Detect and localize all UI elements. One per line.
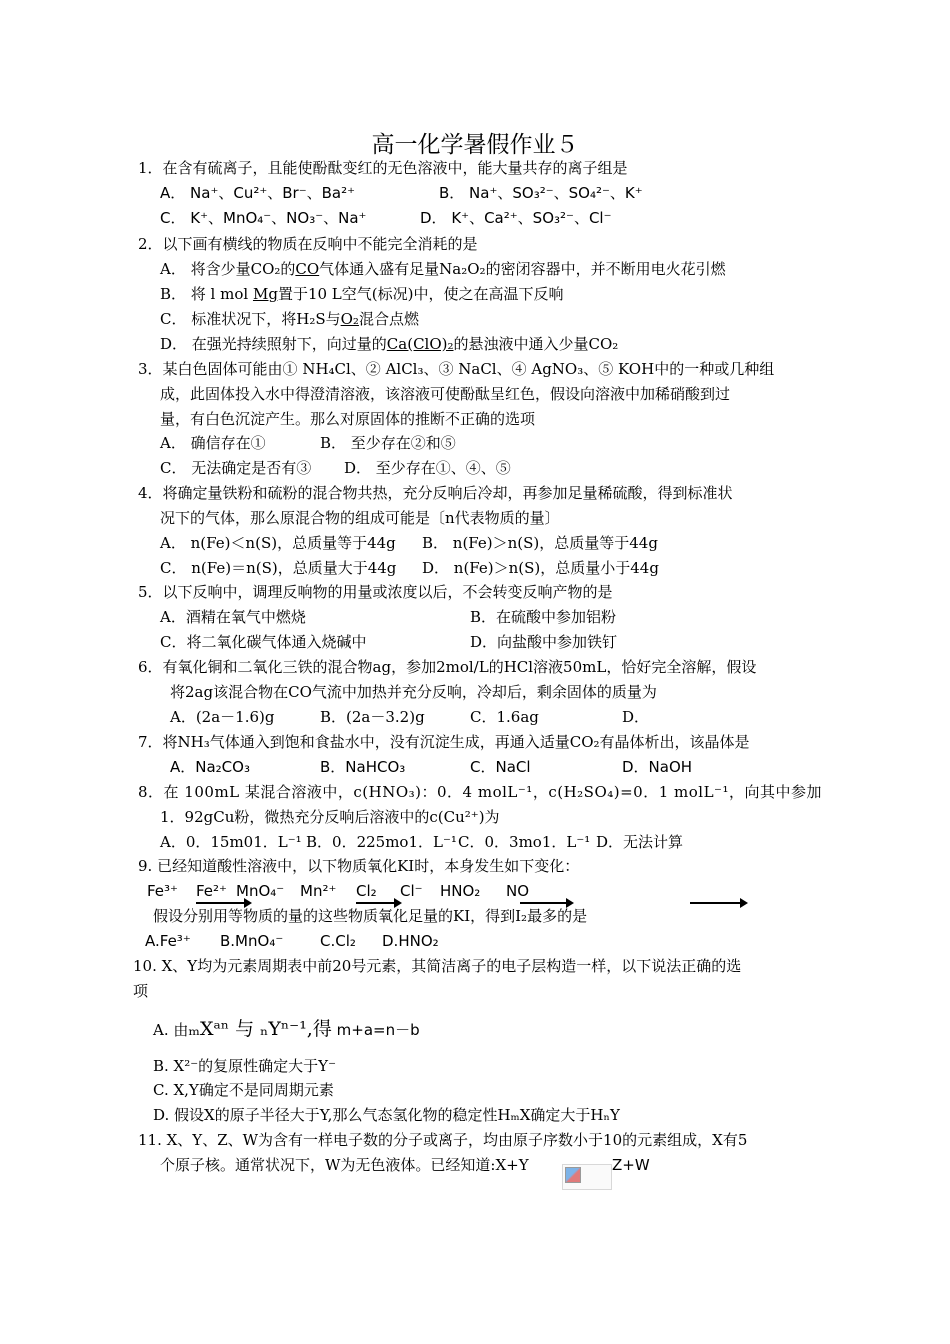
question-4: 4．将确定量铁粉和硫粉的混合物共热，充分反响后冷却，再参加足量稀硫酸，得到标准状 <box>138 484 733 502</box>
q2-option-a: A． 将含少量CO₂的CO气体通入盛有足量Na₂O₂的密闭容器中，并不断用电火花引燃 <box>160 260 726 278</box>
q9-option-d: D.HNO₂ <box>382 932 439 950</box>
question-3: 3．某白色固体可能由① NH₄Cl、② AlCl₃、③ NaCl、④ AgNO₃、⑤ KOH中的一种或几种组 <box>138 360 775 378</box>
q11-equation-products: Z+W <box>612 1156 650 1174</box>
question-3-line-3: 量，有白色沉淀产生。那么对原固体的推断不正确的选项 <box>160 410 536 428</box>
question-6: 6．有氧化铜和二氧化三铁的混合物ag，参加2mol/L的HCl溶液50mL，恰好完全溶解，假设 <box>138 658 757 676</box>
q10-option-b: B. X²⁻的复原性确定大于Y⁻ <box>153 1057 336 1075</box>
question-11-line-2: 个原子核。通常状况下，W为无色液体。已经知道:X+Y <box>160 1156 529 1174</box>
q9-option-c: C.Cl₂ <box>320 932 356 950</box>
question-11: 11. X、Y、Z、W为含有一样电子数的分子或离子，均由原子序数小于10的元素组成，X有5 <box>138 1131 748 1149</box>
question-7: 7．将NH₃气体通入到饱和食盐水中，没有沉淀生成，再通入适量CO₂有晶体析出，该晶体是 <box>138 733 750 751</box>
q10-option-a: A. 由ₘXᵃⁿ 与 ₙYⁿ⁻¹,得 m+a=n－b <box>153 1018 420 1040</box>
q9-arrow-4 <box>690 902 746 904</box>
q3-option-b: B． 至少存在②和⑤ <box>320 434 456 452</box>
q6-option-b: B．(2a－3.2)g <box>320 708 425 726</box>
q3-option-c: C． 无法确定是否有③ <box>160 459 312 477</box>
q9-species-cl: Cl⁻ <box>400 882 423 900</box>
question-3-line-2: 成，此固体投入水中得澄清溶液，该溶液可使酚酞呈红色，假设向溶液中加稀硝酸到过 <box>160 385 731 403</box>
q8-option-b: B．0．225mo1．L⁻¹ <box>306 833 457 851</box>
q1-option-a: A． Na⁺、Cu²⁺、Br⁻、Ba²⁺ <box>160 184 356 202</box>
q1-option-d: D． K⁺、Ca²⁺、SO₃²⁻、Cl⁻ <box>420 209 612 227</box>
question-1: 1．在含有硫离子，且能使酚酞变红的无色溶液中，能大量共存的离子组是 <box>138 159 628 177</box>
q9-option-b: B.MnO₄⁻ <box>220 932 284 950</box>
q3-option-d: D． 至少存在①、④、⑤ <box>344 459 511 477</box>
question-6-line-2: 将2ag该混合物在CO气流中加热并充分反响，冷却后，剩余固体的质量为 <box>170 683 657 701</box>
q9-arrow-3 <box>520 902 572 904</box>
q9-species-cl2: Cl₂ <box>356 882 377 900</box>
q4-option-c: C． n(Fe)＝n(S)，总质量大于44g <box>160 559 397 577</box>
q8-option-d: D．无法计算 <box>596 833 684 851</box>
broken-image-icon <box>562 1164 612 1190</box>
q9-arrow-2 <box>356 902 400 904</box>
q9-species-mno4: MnO₄⁻ <box>236 882 285 900</box>
question-10-line-2: 项 <box>133 982 149 1000</box>
q8-option-c: C．0．3mo1．L⁻¹ <box>458 833 591 851</box>
q9-option-a: A.Fe³⁺ <box>145 932 191 950</box>
q9-species-mn2: Mn²⁺ <box>300 882 337 900</box>
question-2: 2．以下画有横线的物质在反响中不能完全消耗的是 <box>138 235 478 253</box>
q9-arrow-1 <box>196 902 250 904</box>
q10-option-d: D. 假设X的原子半径大于Y,那么气态氢化物的稳定性HₘX确定大于HₙY <box>153 1106 620 1124</box>
question-9-line-3: 假设分别用等物质的量的这些物质氧化足量的KI，得到I₂最多的是 <box>153 907 588 925</box>
question-5: 5．以下反响中，调理反响物的用量或浓度以后，不会转变反响产物的是 <box>138 583 613 601</box>
q1-option-c: C． K⁺、MnO₄⁻、NO₃⁻、Na⁺ <box>160 209 367 227</box>
question-8: 8．在 100mL 某混合溶液中，c(HNO₃)：0．4 molL⁻¹，c(H₂SO₄)=0．1 molL⁻¹，向其中参加 <box>138 783 822 801</box>
q4-option-d: D． n(Fe)＞n(S)，总质量小于44g <box>422 559 659 577</box>
q10-option-c: C. X,Y确定不是同周期元素 <box>153 1081 334 1099</box>
q3-option-a: A． 确信存在① <box>160 434 266 452</box>
q2-option-c: C． 标准状况下，将H₂S与O₂混合点燃 <box>160 310 419 328</box>
q5-option-d: D．向盐酸中参加铁钉 <box>470 633 618 651</box>
q5-option-a: A．酒精在氧气中燃烧 <box>160 608 306 626</box>
q9-species-fe2: Fe²⁺ <box>196 882 227 900</box>
q4-option-b: B． n(Fe)＞n(S)，总质量等于44g <box>422 534 658 552</box>
q4-option-a: A． n(Fe)＜n(S)，总质量等于44g <box>160 534 396 552</box>
q9-species-no: NO <box>506 882 530 900</box>
q6-option-a: A．(2a－1.6)g <box>170 708 275 726</box>
question-8-line-2: 1．92gCu粉，微热充分反响后溶液中的c(Cu²⁺)为 <box>160 808 500 826</box>
q1-option-b: B． Na⁺、SO₃²⁻、SO₄²⁻、K⁺ <box>439 184 643 202</box>
page-title: 高一化学暑假作业５ <box>371 132 579 158</box>
q7-option-a: A．Na₂CO₃ <box>170 758 250 776</box>
q5-option-c: C．将二氧化碳气体通入烧碱中 <box>160 633 367 651</box>
q9-species-fe3: Fe³⁺ <box>147 882 178 900</box>
q2-option-d: D． 在强光持续照射下，向过量的Ca(ClO)₂的悬浊液中通入少量CO₂ <box>160 335 619 353</box>
q6-option-c: C．1.6ag <box>470 708 539 726</box>
q8-option-a: A．0．15m01．L⁻¹ <box>160 833 302 851</box>
question-9: 9. 已经知道酸性溶液中，以下物质氧化KI时，本身发生如下变化： <box>138 857 580 875</box>
question-4-line-2: 况下的气体，那么原混合物的组成可能是〔n代表物质的量〕 <box>160 509 560 527</box>
q7-option-c: C．NaCl <box>470 758 531 776</box>
q7-option-b: B．NaHCO₃ <box>320 758 406 776</box>
q9-species-hno2: HNO₂ <box>440 882 481 900</box>
q7-option-d: D．NaOH <box>622 758 693 776</box>
q2-option-b: B． 将 l mol Mg置于10 L空气(标况)中，使之在高温下反响 <box>160 285 564 303</box>
question-10: 10. X、Y均为元素周期表中前20号元素，其简洁离子的电子层构造一样，以下说法正确的选 <box>133 957 742 975</box>
q5-option-b: B．在硫酸中参加铝粉 <box>470 608 617 626</box>
q6-option-d: D． <box>622 708 650 726</box>
